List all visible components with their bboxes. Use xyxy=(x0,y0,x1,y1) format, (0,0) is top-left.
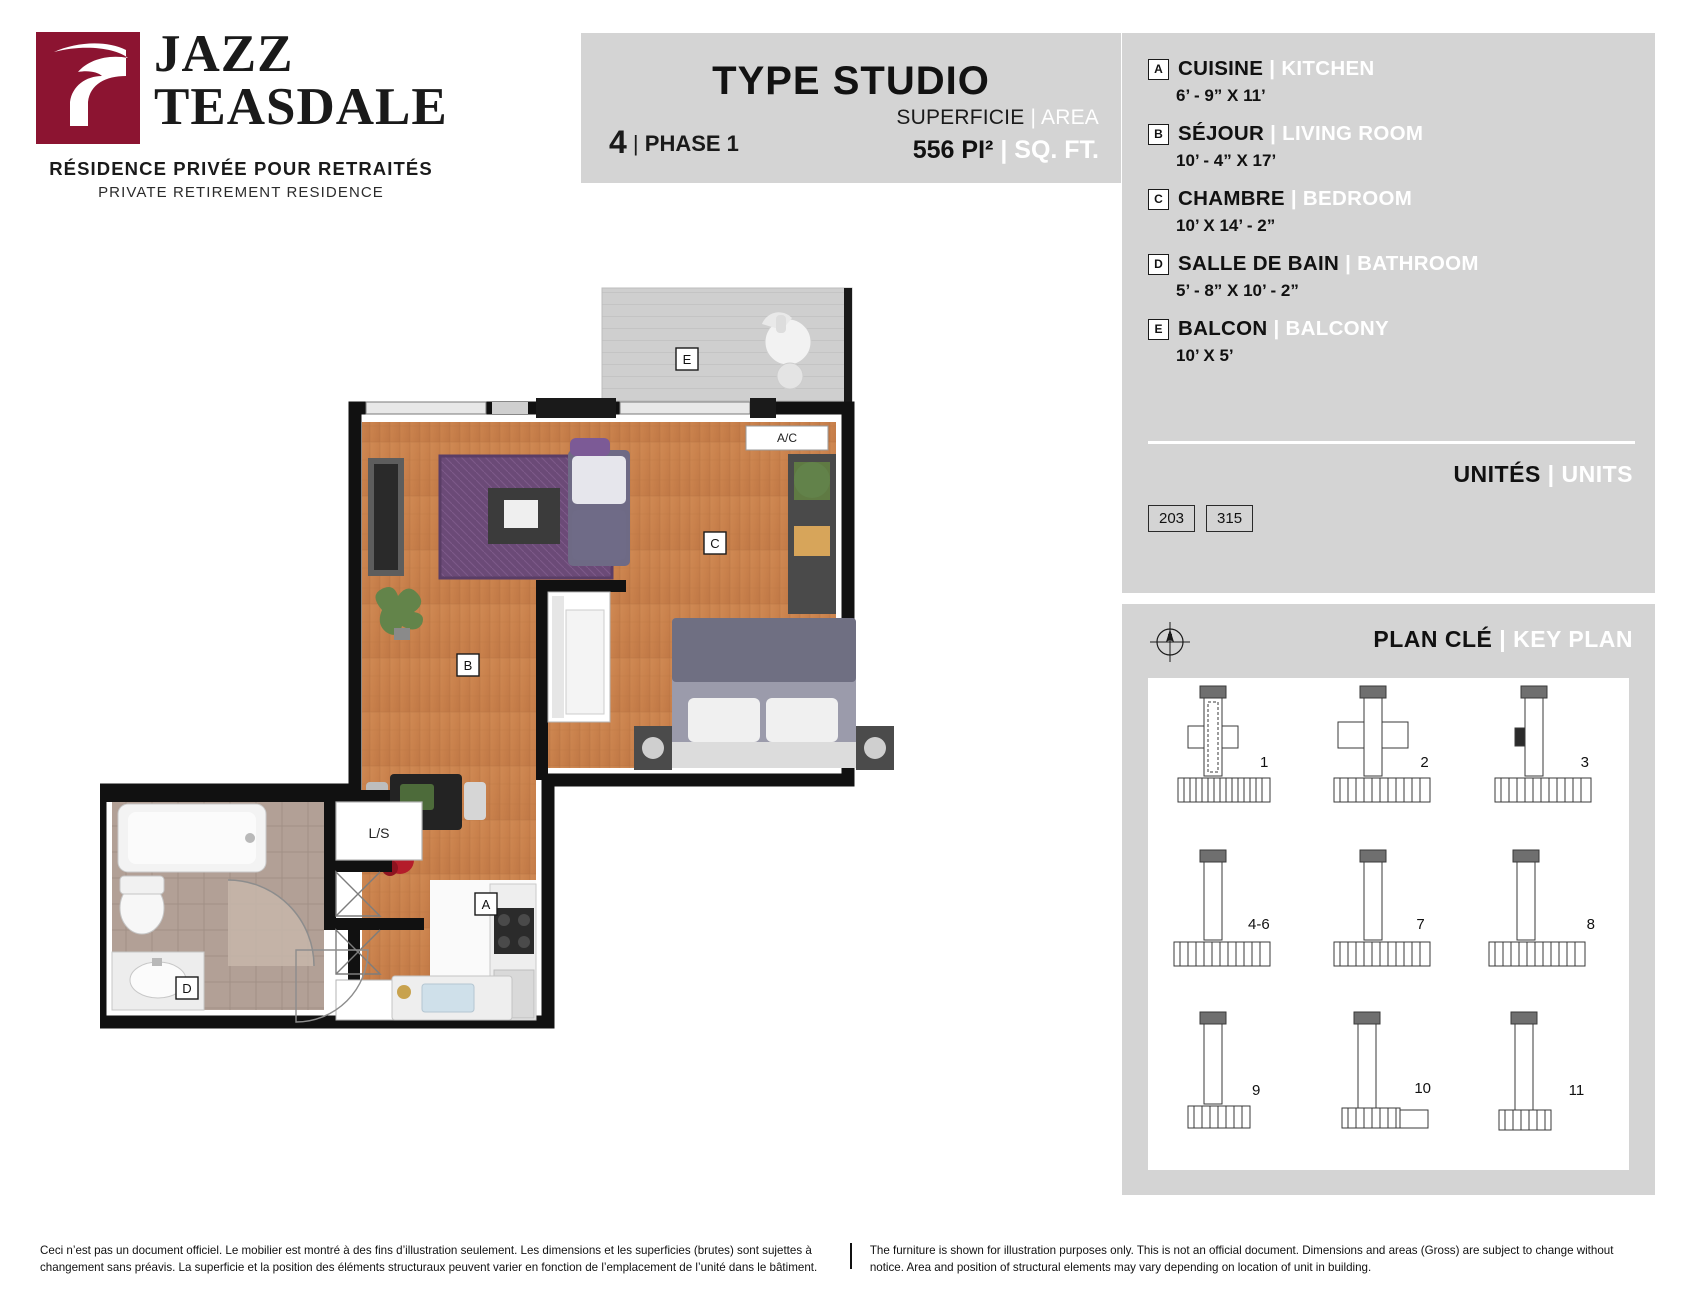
building-outline-icon xyxy=(1469,842,1629,1006)
area-label-fr: SUPERFICIE xyxy=(896,106,1025,129)
key-plan-number: 11 xyxy=(1568,1082,1585,1099)
legend-name-en-b: LIVING ROOM xyxy=(1282,122,1424,145)
brand-name-line2: TEASDALE xyxy=(154,77,448,136)
legend-sep-c: | xyxy=(1290,187,1297,210)
legend-dims-a: 6’ - 9” X 11’ xyxy=(1176,86,1266,105)
footer-text-fr: Ceci n’est pas un document officiel. Le mobilier est montré à des fins d’illustration seulement. Les dimensions et les superficies (brutes) sont sujettes à changement sans préavis. La superficie et la position des éléments structuraux peuvent varier en fonction de l’emplacement de l’unité dans le bâtiment. xyxy=(40,1244,818,1274)
legend-name-fr-a: CUISINE xyxy=(1178,57,1264,80)
key-plan-number: 9 xyxy=(1252,1082,1261,1099)
unit-chip[interactable]: 315 xyxy=(1206,505,1253,532)
balcony-area xyxy=(602,288,852,410)
logo-mark-icon xyxy=(36,32,140,144)
area-value-fr: 556 PI² xyxy=(912,136,994,164)
room-badge-b xyxy=(457,654,479,676)
legend-dims-e: 10’ X 5’ xyxy=(1176,346,1234,365)
key-plan-canvas xyxy=(1148,678,1629,1170)
svg-text:C: C xyxy=(710,536,720,551)
legend-panel xyxy=(1122,33,1655,593)
room-badge-d xyxy=(176,977,198,999)
legend-name-en-c: BEDROOM xyxy=(1302,187,1413,210)
legend-key-c: C xyxy=(1148,189,1169,210)
jazz-swoosh-icon xyxy=(36,32,140,144)
key-plan-title xyxy=(1373,626,1633,653)
building-outline-icon xyxy=(1308,842,1468,1006)
legend-name-fr-e: BALCON xyxy=(1178,317,1268,340)
legend-name-fr-b: SÉJOUR xyxy=(1178,122,1265,145)
plan-phase-label: PHASE 1 xyxy=(644,131,739,156)
svg-text:E: E xyxy=(682,352,692,367)
footer-disclaimer xyxy=(40,1243,1650,1277)
units-title-fr: UNITÉS xyxy=(1453,461,1541,487)
legend-item-bedroom xyxy=(1148,187,1635,236)
key-plan-cell-10[interactable] xyxy=(1308,1006,1468,1170)
brand-logo xyxy=(36,25,466,201)
legend-name-en-a: KITCHEN xyxy=(1281,57,1375,80)
key-plan-title-fr: PLAN CLÉ xyxy=(1373,626,1493,652)
key-plan-number: 1 xyxy=(1260,754,1269,771)
legend-name-en-e: BALCONY xyxy=(1285,317,1390,340)
key-plan-cell-8[interactable] xyxy=(1469,842,1629,1006)
legend-dims-b: 10’ - 4” X 17’ xyxy=(1176,151,1277,170)
key-plan-cell-9[interactable] xyxy=(1148,1006,1308,1170)
units-title-en: UNITS xyxy=(1561,461,1633,487)
units-title-sep: | xyxy=(1547,461,1555,487)
key-plan-cell-3[interactable] xyxy=(1469,678,1629,842)
legend-sep-e: | xyxy=(1273,317,1280,340)
plan-phase xyxy=(609,124,739,161)
plan-separator: | xyxy=(632,131,639,156)
floor-plan-svg xyxy=(100,280,1060,1080)
legend-key-a: A xyxy=(1148,59,1169,80)
laundry-label: L/S xyxy=(368,825,390,841)
key-plan-cell-2[interactable] xyxy=(1308,678,1468,842)
legend-item-balcony xyxy=(1148,317,1635,366)
legend-item-bathroom xyxy=(1148,252,1635,301)
key-plan-grid xyxy=(1148,678,1629,1170)
ac-unit-label xyxy=(746,426,828,450)
legend-list xyxy=(1148,57,1635,382)
compass-icon xyxy=(1146,618,1194,666)
legend-key-e: E xyxy=(1148,319,1169,340)
plan-number: 4 xyxy=(609,124,627,160)
legend-sep-d: | xyxy=(1345,252,1352,275)
building-outline-icon xyxy=(1148,1006,1308,1170)
key-plan-cell-1[interactable] xyxy=(1148,678,1308,842)
area-label-en: AREA xyxy=(1041,106,1099,129)
svg-text:N: N xyxy=(1167,634,1173,641)
key-plan-panel xyxy=(1122,604,1655,1195)
building-outline-icon xyxy=(1148,842,1308,1006)
room-badge-c xyxy=(704,532,726,554)
building-outline-icon xyxy=(1308,678,1468,842)
building-outline-icon xyxy=(1148,678,1308,842)
footer-text-en: The furniture is shown for illustration purposes only. This is not an official document. Dimensions and areas (Gross) are subject to change without notice. Area and position of structural elements may vary depending on location of unit in building. xyxy=(869,1244,1614,1274)
legend-item-living-room xyxy=(1148,122,1635,171)
brand-name-line1: JAZZ xyxy=(154,25,294,83)
key-plan-number: 2 xyxy=(1420,754,1429,771)
area-value-en: SQ. FT. xyxy=(1014,136,1099,164)
svg-text:B: B xyxy=(463,658,473,673)
legend-item-kitchen xyxy=(1148,57,1635,106)
footer-divider xyxy=(850,1243,852,1269)
key-plan-number: 8 xyxy=(1586,916,1595,933)
svg-text:D: D xyxy=(182,981,192,996)
legend-dims-c: 10’ X 14’ - 2” xyxy=(1176,216,1276,235)
legend-key-b: B xyxy=(1148,124,1169,145)
unit-chip[interactable]: 203 xyxy=(1148,505,1195,532)
key-plan-title-sep: | xyxy=(1499,626,1507,652)
key-plan-cell-7[interactable] xyxy=(1308,842,1468,1006)
key-plan-number: 3 xyxy=(1580,754,1589,771)
area-block xyxy=(896,106,1099,165)
legend-sep-b: | xyxy=(1270,122,1277,145)
units-title xyxy=(1453,461,1633,488)
room-badge-e xyxy=(676,348,698,370)
legend-divider xyxy=(1148,441,1635,444)
area-value-sep: | xyxy=(1000,136,1008,164)
key-plan-cell-11[interactable] xyxy=(1469,1006,1629,1170)
title-bar xyxy=(581,33,1121,183)
building-outline-icon xyxy=(1308,1006,1468,1170)
key-plan-title-en: KEY PLAN xyxy=(1513,626,1633,652)
legend-name-en-d: BATHROOM xyxy=(1357,252,1479,275)
key-plan-number: 4-6 xyxy=(1248,916,1270,933)
svg-text:A/C: A/C xyxy=(776,431,798,445)
floor-plan-illustration xyxy=(100,280,1060,1080)
legend-name-fr-d: SALLE DE BAIN xyxy=(1178,252,1340,275)
svg-text:A: A xyxy=(481,897,491,912)
brand-tagline-fr: RÉSIDENCE PRIVÉE POUR RETRAITÉS xyxy=(49,158,433,179)
room-badge-a xyxy=(475,893,497,915)
brand-tagline-en: PRIVATE RETIREMENT RESIDENCE xyxy=(98,184,384,201)
legend-sep-a: | xyxy=(1269,57,1276,80)
key-plan-number: 7 xyxy=(1416,916,1425,933)
building-outline-icon xyxy=(1469,1006,1629,1170)
key-plan-number: 10 xyxy=(1414,1080,1432,1097)
key-plan-cell-4-6[interactable] xyxy=(1148,842,1308,1006)
building-outline-icon xyxy=(1469,678,1629,842)
page-title: TYPE STUDIO xyxy=(712,59,990,103)
bathroom-area xyxy=(112,802,324,1010)
legend-key-d: D xyxy=(1148,254,1169,275)
legend-name-fr-c: CHAMBRE xyxy=(1178,187,1285,210)
area-label-sep: | xyxy=(1030,106,1037,129)
units-list xyxy=(1148,505,1253,532)
legend-dims-d: 5’ - 8” X 10’ - 2” xyxy=(1176,281,1299,300)
